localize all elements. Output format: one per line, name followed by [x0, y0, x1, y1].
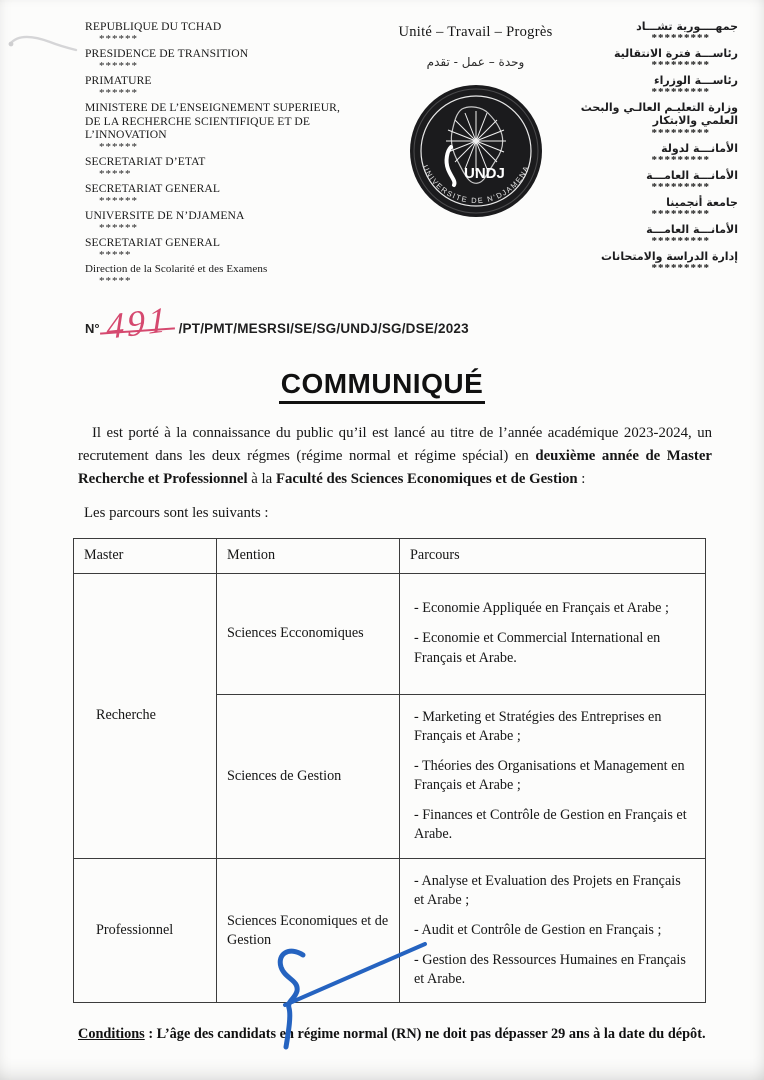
parcours-item: - Audit et Contrôle de Gestion en Français ; — [414, 921, 662, 938]
separator-stars: ****** — [99, 59, 138, 72]
gov-line-text: PRESIDENCE DE TRANSITION — [85, 47, 249, 61]
gov-line-arabic — [566, 169, 738, 193]
gov-line-text: جامعة أنجمينا — [666, 195, 738, 209]
gov-line-text: إدارة الدراسة والامتحانات — [601, 249, 738, 263]
page-title: COMMUNIQUÉ — [279, 368, 486, 404]
gov-line-arabic — [566, 74, 738, 98]
separator-stars: ***** — [99, 275, 132, 288]
parcours-item: - Economie Appliquée en Français et Arabe ; — [414, 600, 669, 617]
gov-line — [85, 263, 385, 286]
gov-line-arabic — [566, 196, 738, 220]
gov-line — [85, 47, 385, 71]
separator-stars: ********* — [651, 86, 710, 99]
gov-line-arabic — [566, 47, 738, 71]
header-parcours: Parcours — [400, 538, 706, 573]
separator-stars: ****** — [99, 195, 138, 208]
separator-stars: ********* — [651, 59, 710, 72]
header-mention: Mention — [217, 538, 400, 573]
gov-line-text: SECRETARIAT GENERAL — [85, 182, 221, 196]
gov-line-text: جمهــــورية تشـــاد — [636, 20, 738, 33]
separator-stars: ********* — [651, 180, 710, 193]
parcours-item: - Economie et Commercial International en Français et Arabe. — [414, 630, 661, 666]
separator-stars: ********* — [651, 126, 710, 139]
separator-stars: ********* — [651, 262, 710, 274]
seal-acronym: UNDJ — [463, 165, 505, 182]
gov-line — [85, 236, 385, 260]
gov-line-text: MINISTERE DE L’ENSEIGNEMENT SUPERIEUR, DE LA RECHERCHE SCIENTIFIQUE ET DE L’INNOVATION — [85, 101, 340, 142]
gov-line-text: الأمانـــة العامـــة — [646, 222, 738, 236]
table-header-row — [74, 538, 706, 573]
conditions-label: Conditions — [78, 1026, 145, 1043]
table-row — [74, 573, 706, 694]
title-row — [0, 368, 764, 404]
gov-line-text: PRIMATURE — [85, 74, 152, 88]
parcours-item: - Marketing et Stratégies des Entreprises en Français et Arabe ; — [414, 708, 662, 744]
cell-mention-sciences-eco-gestion: Sciences Economiques et de Gestion — [217, 858, 400, 1003]
separator-stars: ********* — [651, 207, 710, 220]
gov-line-text: UNIVERSITE DE N’DJAMENA — [85, 209, 245, 223]
cell-master-professionnel: Professionnel — [74, 858, 217, 1003]
separator-stars: ****** — [99, 86, 138, 99]
reference-line — [85, 298, 764, 347]
gov-line-text: SECRETARIAT D’ETAT — [85, 155, 206, 169]
motto-french: Unité – Travail – Progrès — [398, 24, 553, 40]
reference-prefix: N° — [85, 320, 100, 336]
parcours-item: - Analyse et Evaluation des Projets en Français et Arabe ; — [414, 872, 681, 908]
gov-line — [85, 20, 385, 44]
university-seal — [406, 81, 546, 221]
cell-parcours-eco — [400, 573, 706, 694]
sunburst — [446, 111, 506, 171]
gov-line — [85, 74, 385, 98]
parcours-item: - Théories des Organisations et Management en Français et Arabe ; — [414, 757, 685, 794]
intro-seg5: : — [577, 470, 586, 487]
lead-sentence: Les parcours sont les suivants : — [84, 504, 269, 521]
letterhead-left-column — [85, 20, 385, 290]
gov-line-text: رئاســـة الوزراء — [653, 74, 738, 88]
cell-mention-sciences-economiques: Sciences Ecconomiques — [217, 573, 400, 694]
motto-arabic: وحدة – عمل - تقدم — [426, 55, 525, 69]
separator-stars: ********* — [651, 32, 710, 45]
gov-line-text: رئاســـة فترة الانتقالية — [614, 47, 738, 61]
intro-seg1: Il est porté à la connaissance du public qu’il est lancé au titre de l’année académique 2023-2024, un recrutement dans les deux régmes (régime normal et régime spécial) en — [78, 424, 712, 464]
gov-line-arabic — [566, 250, 738, 274]
separator-stars: ****** — [99, 222, 138, 235]
gov-line-text: REPUBLIQUE DU TCHAD — [85, 20, 222, 33]
separator-stars: ********* — [651, 234, 710, 247]
handwritten-number-underline — [102, 298, 177, 347]
gov-line-arabic — [566, 142, 738, 166]
separator-stars: ********* — [651, 153, 710, 166]
intro-seg3: à la — [247, 470, 276, 487]
cell-mention-sciences-gestion: Sciences de Gestion — [217, 694, 400, 858]
separator-stars: ***** — [99, 168, 132, 181]
intro-seg4-bold: Faculté des Sciences Economiques et de Gestion — [275, 470, 578, 487]
gov-line-arabic — [566, 223, 738, 247]
parcours-item: - Gestion des Ressources Humaines en Français et Arabe. — [414, 952, 686, 988]
gov-line-text: الأمانـــة لدولة — [661, 141, 738, 155]
letterhead-center-column — [385, 20, 566, 290]
cell-parcours-professionnel — [400, 858, 706, 1003]
gov-line-text: SECRETARIAT GENERAL — [85, 236, 221, 250]
parcours-item: - Finances et Contrôle de Gestion en Français et Arabe. — [414, 807, 687, 843]
gov-line — [85, 209, 385, 233]
intro-paragraph — [78, 422, 712, 491]
gov-line — [85, 155, 385, 179]
separator-stars: ***** — [99, 249, 132, 262]
conditions-text: L’âge des candidats en régime normal (RN) ne doit pas dépasser 29 ans à la date du dépôt. — [156, 1026, 706, 1043]
letterhead-right-column — [566, 20, 738, 290]
separator-stars: ****** — [99, 141, 138, 154]
gov-line-text: وزارة التعليـم العالـي والبحث العلمي والابتكار — [580, 101, 738, 128]
cell-parcours-gestion — [400, 694, 706, 858]
conditions-separator: : — [144, 1026, 157, 1043]
gov-line-text: الأمانـــة العامـــة — [646, 168, 738, 182]
intro-seg2-bold: deuxième année de Master Recherche et Professionnel — [78, 447, 712, 487]
gov-line-arabic — [566, 101, 738, 138]
separator-stars: ****** — [99, 32, 138, 45]
handwritten-reference-number: 491 — [105, 298, 169, 347]
gov-line-text: Direction de la Scolarité et des Examens — [85, 263, 268, 276]
gov-line — [85, 182, 385, 206]
gov-line-arabic — [566, 20, 738, 44]
gov-line — [85, 101, 385, 152]
handwritten-signature — [225, 933, 440, 1058]
seal-ring-text: UNIVERSITE DE N’DJAMENA — [420, 163, 531, 206]
reference-suffix: /PT/PMT/MESRSI/SE/SG/UNDJ/SG/DSE/2023 — [178, 320, 469, 336]
scan-artifact — [4, 28, 84, 58]
header-master: Master — [74, 538, 217, 573]
letterhead — [0, 0, 764, 290]
cell-master-recherche: Recherche — [74, 573, 217, 858]
